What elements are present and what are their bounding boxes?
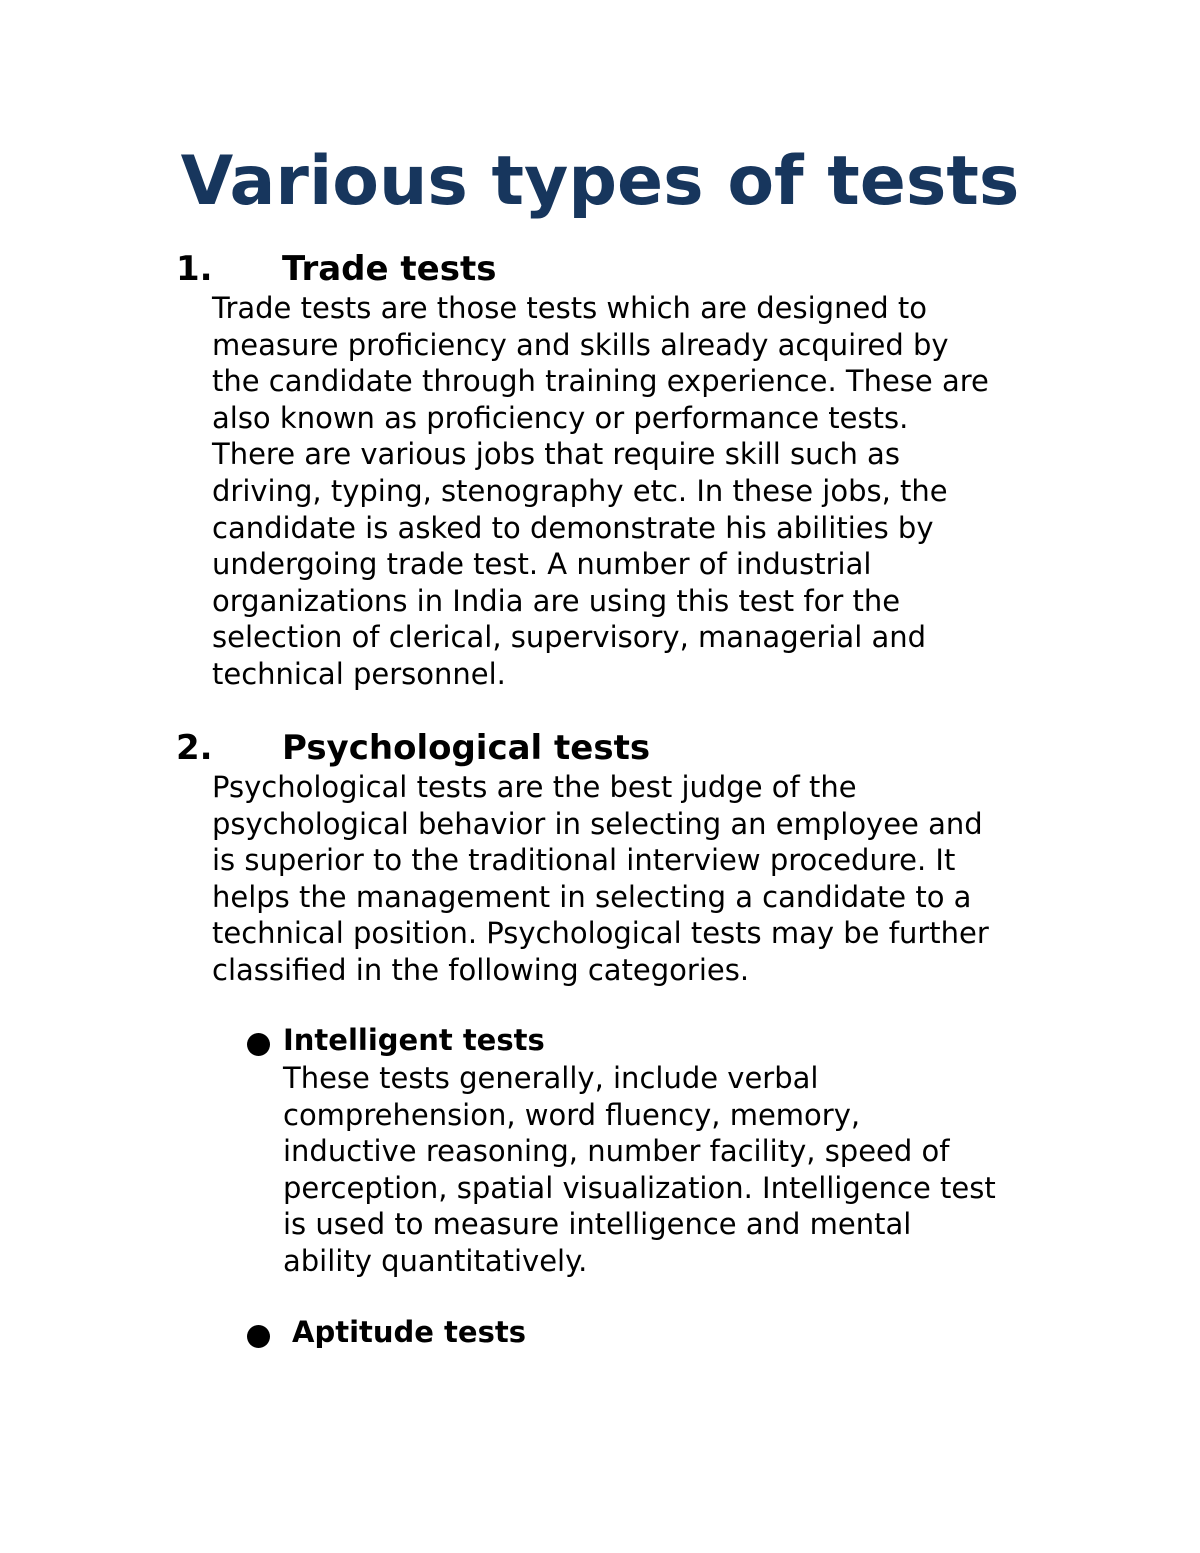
section-title: Trade tests xyxy=(282,249,497,289)
bullet-heading: Intelligent tests xyxy=(283,1023,545,1057)
section-heading-trade-tests xyxy=(176,249,496,289)
paragraph-line: psychological behavior in selecting an employee and xyxy=(212,806,983,841)
paragraph-line: classified in the following categories. xyxy=(212,952,750,987)
bullet-heading: Aptitude tests xyxy=(292,1315,526,1349)
section-number: 2. xyxy=(176,728,213,768)
paragraph-line: helps the management in selecting a candidate to a xyxy=(212,879,972,914)
document-title: Various types of tests xyxy=(180,142,1020,221)
paragraph-line: selection of clerical, supervisory, managerial and xyxy=(212,620,927,655)
section-title: Psychological tests xyxy=(282,728,651,768)
paragraph-line: Trade tests are those tests which are designed to xyxy=(212,291,928,325)
paragraph-line: is used to measure intelligence and mental xyxy=(283,1207,912,1242)
paragraph-line: ability quantitatively. xyxy=(283,1243,588,1278)
bullet-icon xyxy=(247,1033,270,1056)
paragraph-line: Psychological tests are the best judge of the xyxy=(212,770,857,804)
bullet-icon xyxy=(247,1325,270,1348)
paragraph-line: These tests generally, include verbal xyxy=(283,1061,819,1095)
paragraph-line: comprehension, word fluency, memory, xyxy=(283,1097,861,1132)
paragraph-line: technical position. Psychological tests may be further xyxy=(212,916,989,951)
paragraph-line: driving, typing, stenography etc. In these jobs, the xyxy=(212,473,948,508)
section-paragraph-psychological-tests xyxy=(212,769,989,989)
paragraph-line: is superior to the traditional interview procedure. It xyxy=(212,843,956,878)
section-number: 1. xyxy=(176,249,213,289)
paragraph-line: perception, spatial visualization. Intelligence test xyxy=(283,1170,996,1205)
paragraph-line: There are various jobs that require skill such as xyxy=(212,437,900,472)
paragraph-line: undergoing trade test. A number of industrial xyxy=(212,547,872,582)
paragraph-line: the candidate through training experience. These are xyxy=(212,364,989,399)
paragraph-line: technical personnel. xyxy=(212,656,506,691)
section-paragraph-trade-tests xyxy=(212,290,989,693)
paragraph-line: also known as proficiency or performance tests. xyxy=(212,400,909,435)
paragraph-line: organizations in India are using this test for the xyxy=(212,583,901,618)
paragraph-line: measure proficiency and skills already acquired by xyxy=(212,327,949,362)
section-heading-psychological-tests xyxy=(176,728,650,768)
bullet-paragraph-intelligent-tests xyxy=(283,1060,996,1280)
paragraph-line: inductive reasoning, number facility, speed of xyxy=(283,1134,950,1169)
paragraph-line: candidate is asked to demonstrate his abilities by xyxy=(212,510,934,545)
